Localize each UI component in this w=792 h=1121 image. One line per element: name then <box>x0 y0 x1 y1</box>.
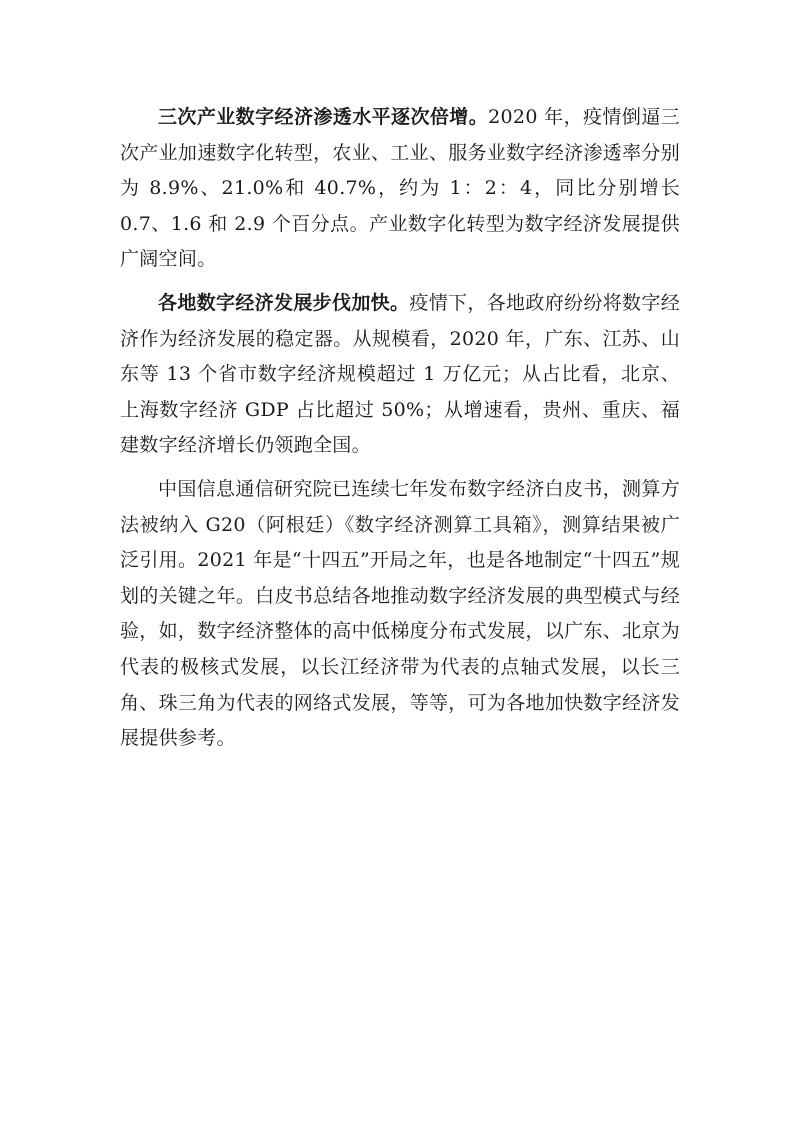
paragraph-regional-development <box>120 286 680 464</box>
paragraph-text: 疫情下，各地政府纷纷将数字经济作为经济发展的稳定器。从规模看，2020 年，广东、江苏、山东等 13 个省市数字经济规模超过 1 万亿元；从占比看，北京、上海数字经济 GDP 占比超过 50%；从增速看，贵州、重庆、福建数字经济增长仍领跑全国。 <box>120 291 681 457</box>
paragraph-industry-penetration <box>120 100 680 278</box>
document-body <box>120 100 680 757</box>
paragraph-lead: 各地数字经济发展步伐加快。 <box>158 291 410 314</box>
paragraph-lead: 三次产业数字经济渗透水平逐次倍增。 <box>158 106 489 128</box>
paragraph-text: 中国信息通信研究院已连续七年发布数字经济白皮书，测算方法被纳入 G20（阿根廷）《数字经济测算工具箱》，测算结果被广泛引用。2021 年是“十四五”开局之年，也是各地制定“十四五”规划的关键之年。白皮书总结各地推动数字经济发展的典型模式与经验，如，数字经济整体的高中低梯度分布式发展，以广东、北京为代表的极核式发展，以长江经济带为代表的点轴式发展，以长三角、珠三角为代表的网络式发展，等等，可为各地加快数字经济发展提供参考。 <box>120 477 680 750</box>
paragraph-text: 2020 年，疫情倒逼三次产业加速数字化转型，农业、工业、服务业数字经济渗透率分别为 8.9%、21.0%和 40.7%，约为 1：2：4，同比分别增长 0.7、1.6 和 2.9 个百分点。产业数字化转型为数字经济发展提供广阔空间。 <box>120 106 680 271</box>
paragraph-whitepaper-summary <box>120 472 680 757</box>
